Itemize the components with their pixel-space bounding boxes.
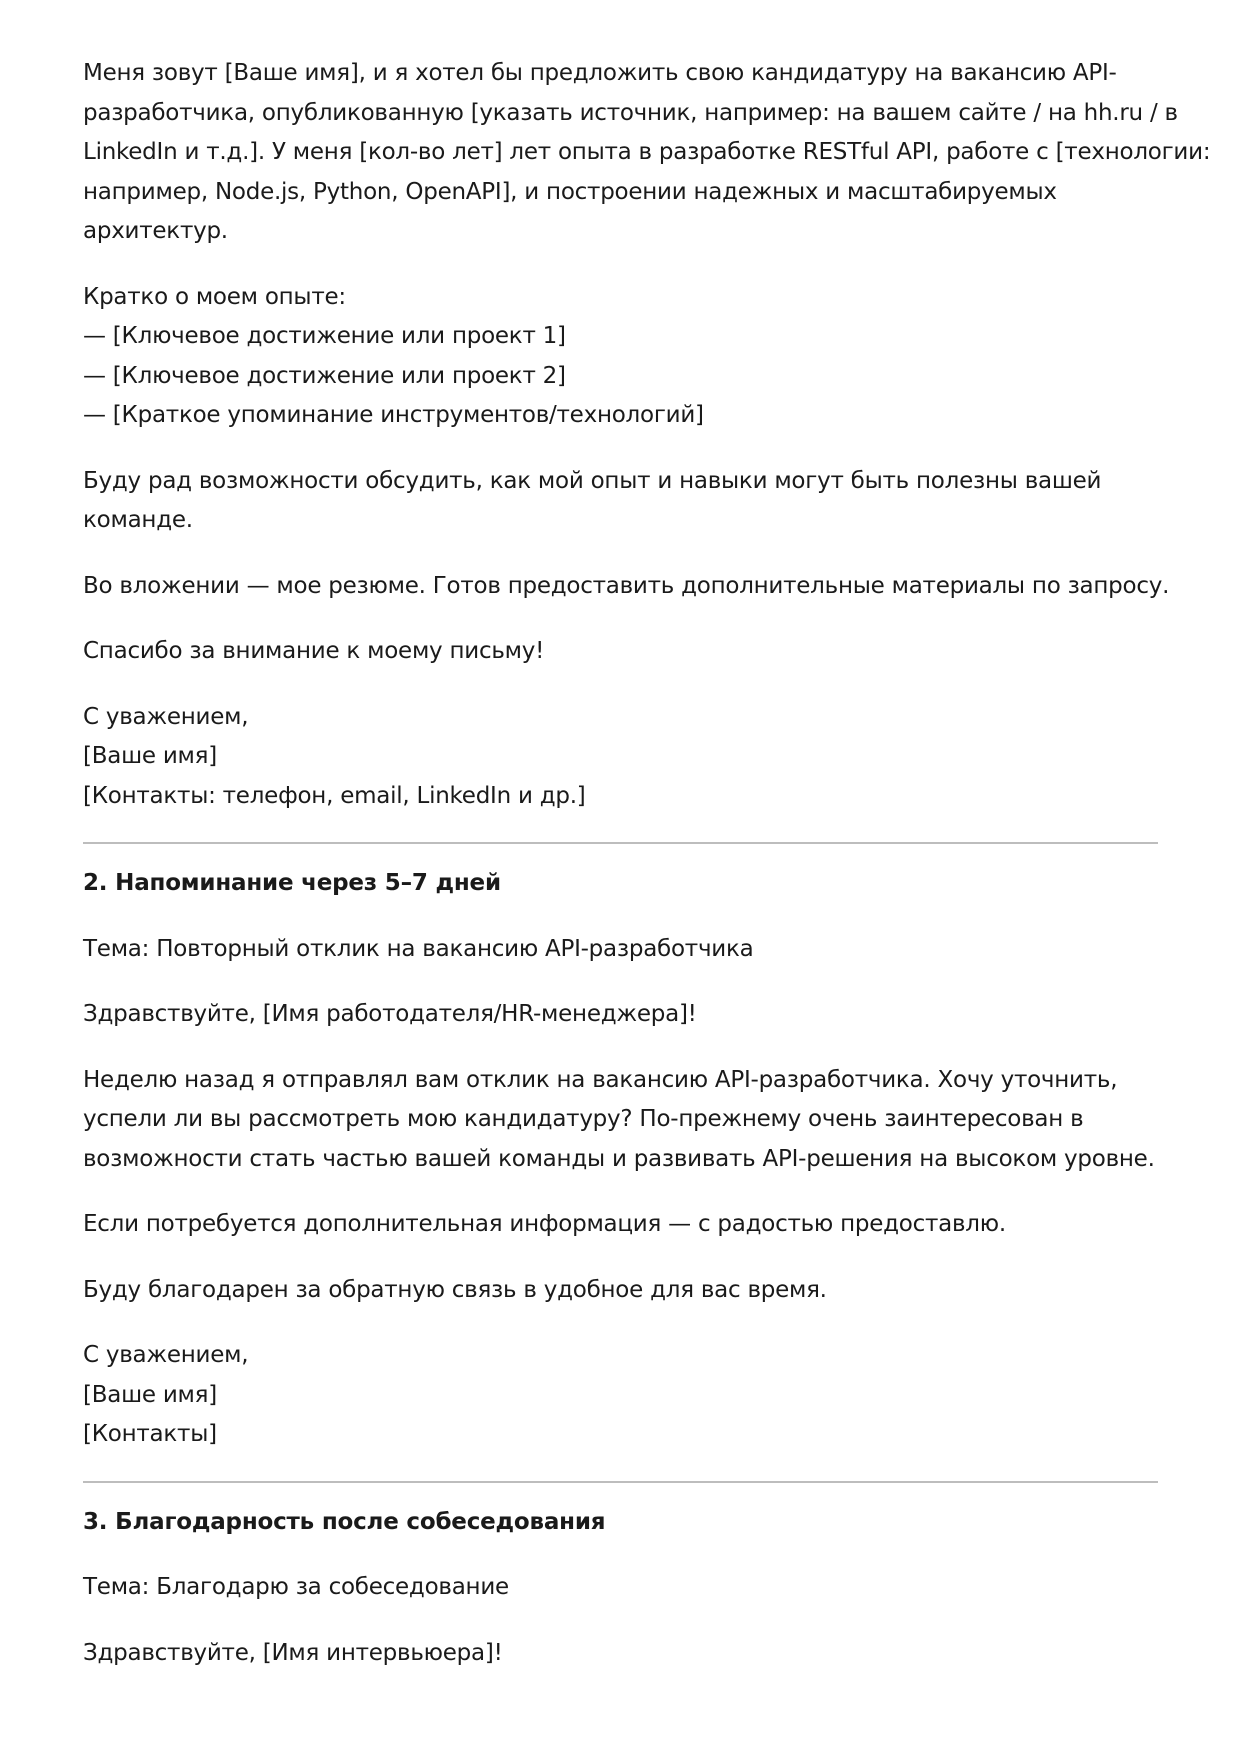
- section3-heading: 3. Благодарность после собеседования: [83, 1508, 606, 1535]
- text-line: Здравствуйте, [Имя интервьюера]!: [83, 1639, 503, 1666]
- section2-subject: [83, 930, 1158, 970]
- experience-title: Кратко о моем опыте:: [83, 283, 346, 310]
- section2-greeting: [83, 995, 1158, 1035]
- letter1-experience: [83, 278, 1158, 436]
- section-divider: [83, 1481, 1158, 1483]
- experience-item: — [Ключевое достижение или проект 1]: [83, 323, 566, 349]
- text-line: LinkedIn и т.д.]. У меня [кол-во лет] лет опыта в разработке RESTful API, работе с [технологии:: [83, 139, 1211, 165]
- signature-closing: С уважением,: [83, 1342, 249, 1368]
- section2-heading: 2. Напоминание через 5–7 дней: [83, 870, 501, 896]
- signature-name: [Ваше имя]: [83, 743, 217, 769]
- text-line: Неделю назад я отправлял вам отклик на вакансию API-разработчика. Хочу уточнить,: [83, 1066, 1118, 1093]
- text-line: Тема: Благодарю за собеседование: [83, 1574, 509, 1600]
- letter1-intro: [83, 54, 1211, 252]
- signature-contacts: [Контакты: телефон, email, LinkedIn и др.]: [83, 782, 586, 809]
- text-line: разработчика, опубликованную [указать источник, например: на вашем сайте / на hh.ru / в: [83, 99, 1178, 126]
- text-line: архитектур.: [83, 218, 228, 244]
- signature-contacts: [Контакты]: [83, 1421, 217, 1447]
- text-line: возможности стать частью вашей команды и развивать API-решения на высоком уровне.: [83, 1145, 1155, 1172]
- text-line: Буду рад возможности обсудить, как мой опыт и навыки могут быть полезны вашей: [83, 467, 1102, 494]
- letter1-signature: [83, 698, 1158, 817]
- text-line: Здравствуйте, [Имя работодателя/HR-менеджера]!: [83, 1001, 697, 1027]
- signature-closing: С уважением,: [83, 703, 249, 730]
- text-line: Во вложении — мое резюме. Готов предоставить дополнительные материалы по запросу.: [83, 572, 1170, 599]
- text-line: Если потребуется дополнительная информация — с радостью предоставлю.: [83, 1211, 1006, 1237]
- section3-subject: [83, 1568, 1158, 1608]
- section2-info: [83, 1205, 1158, 1245]
- text-line: Спасибо за внимание к моему письму!: [83, 638, 545, 664]
- signature-name: [Ваше имя]: [83, 1381, 217, 1408]
- section3-greeting: [83, 1634, 1158, 1674]
- section2-body: [83, 1061, 1158, 1180]
- section2-feedback: [83, 1271, 1158, 1311]
- text-line: например, Node.js, Python, OpenAPI], и построении надежных и масштабируемых: [83, 178, 1057, 205]
- text-line: Буду благодарен за обратную связь в удобное для вас время.: [83, 1276, 827, 1303]
- text-line: успели ли вы рассмотреть мою кандидатуру? По-прежнему очень заинтересован в: [83, 1106, 1084, 1132]
- text-line: Меня зовут [Ваше имя], и я хотел бы предложить свою кандидатуру на вакансию API-: [83, 60, 1117, 86]
- text-line: команде.: [83, 507, 193, 533]
- letter1-attachment: [83, 567, 1170, 607]
- letter1-discuss: [83, 462, 1158, 541]
- section2-signature: [83, 1336, 1158, 1455]
- experience-item: — [Ключевое достижение или проект 2]: [83, 362, 566, 389]
- experience-item: — [Краткое упоминание инструментов/технологий]: [83, 402, 704, 428]
- letter1-thanks: [83, 632, 1158, 672]
- text-line: Тема: Повторный отклик на вакансию API-разработчика: [83, 935, 754, 962]
- section-divider: [83, 842, 1158, 844]
